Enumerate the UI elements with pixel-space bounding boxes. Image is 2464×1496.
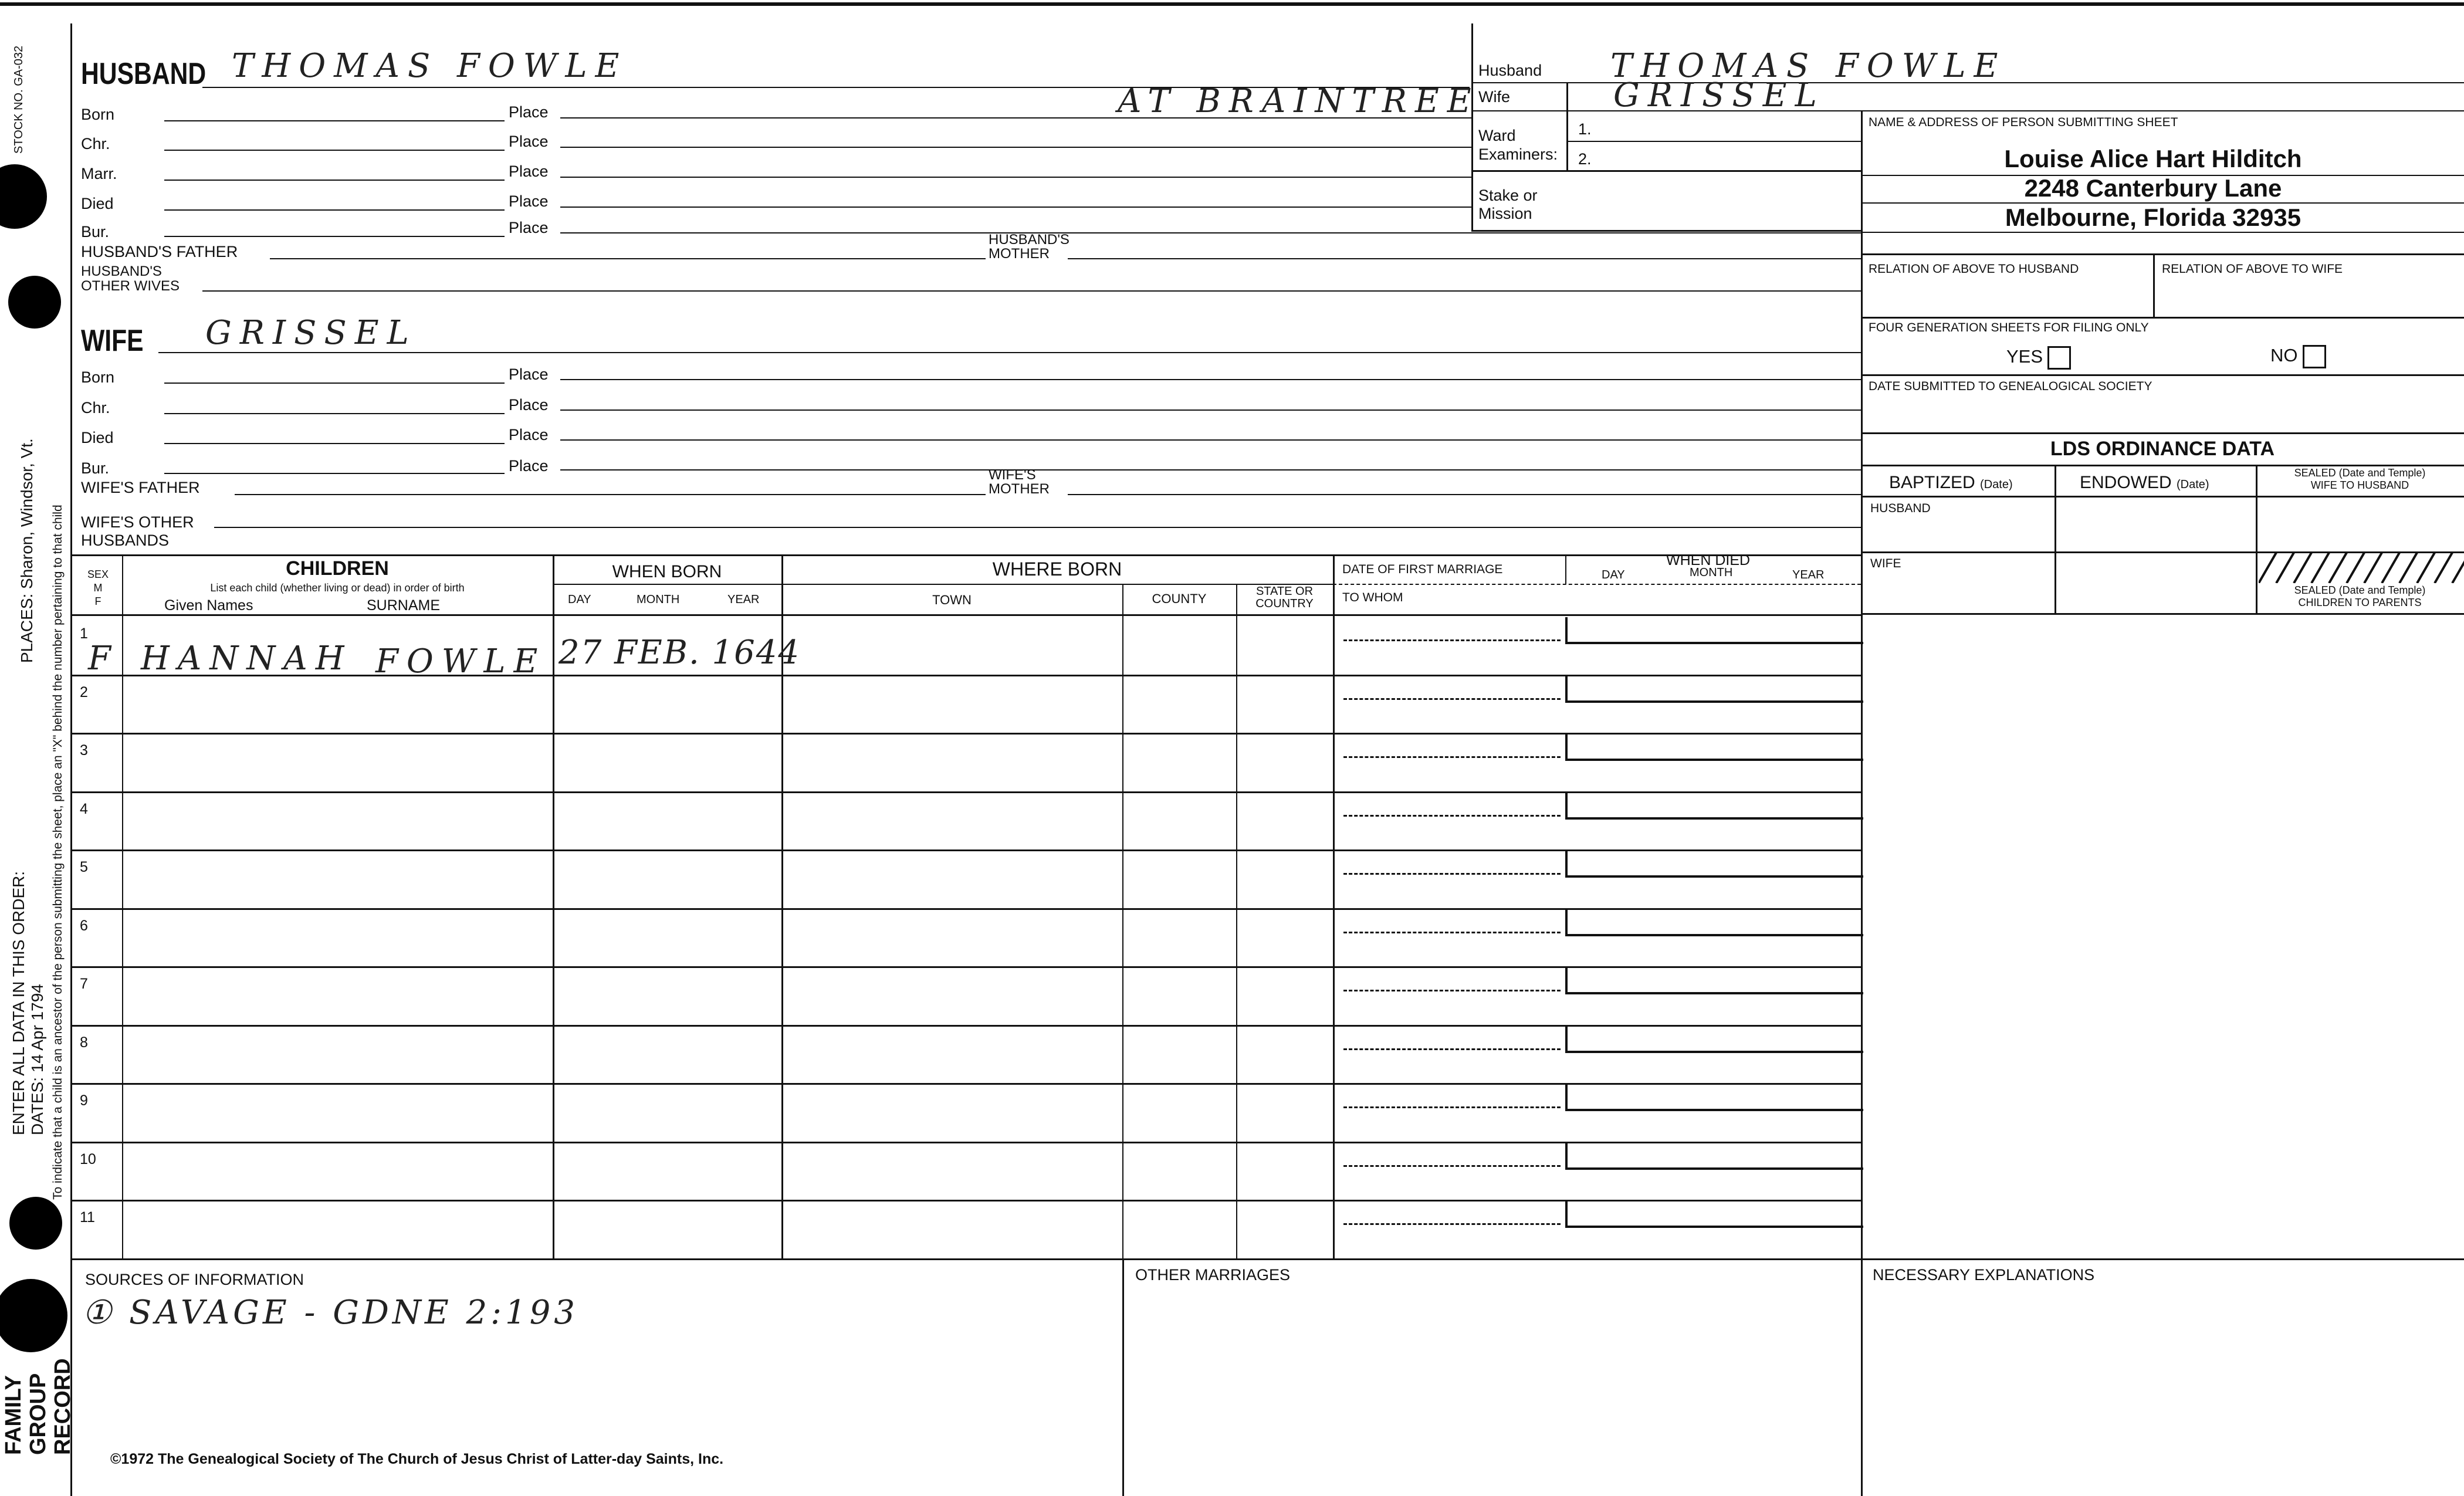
sex-label: SEX M F [87, 568, 109, 607]
child-died-bracket [1565, 1201, 1863, 1228]
child-died-bracket [1565, 793, 1863, 820]
yes-option [2006, 346, 2071, 370]
no-option [2270, 345, 2326, 368]
wife-chr-place-label: Place [509, 396, 549, 414]
lds-sealed-wife: SEALED (Date and Temple) WIFE TO HUSBAND [2294, 467, 2426, 491]
submitter-label: NAME & ADDRESS OF PERSON SUBMITTING SHEET [1869, 116, 2178, 129]
husband-born-line [164, 120, 505, 121]
child-row-number: 7 [80, 976, 88, 992]
family-group-record-title: FAMILY GROUP RECORD [1, 1358, 75, 1455]
four-gen-label: FOUR GENERATION SHEETS FOR FILING ONLY [1869, 321, 2149, 334]
wife-father-line [235, 494, 986, 495]
children-table-bottom [70, 1258, 2464, 1260]
child-marriage-dashed-line [1343, 698, 1561, 700]
summary-wife-name: GRISSEL [1613, 76, 1825, 114]
husband-chr-line [164, 150, 505, 151]
lds-husband-label: HUSBAND [1870, 502, 1931, 515]
punch-hole [8, 276, 61, 329]
husband-chr-place-label: Place [509, 133, 549, 150]
husband-died-place-line [560, 207, 1471, 208]
child-row-number: 4 [80, 800, 88, 817]
submitter-city: Melbourne, Florida 32935 [2005, 204, 2301, 231]
lds-col-divider-1 [2055, 465, 2056, 614]
child-marriage-dashed-line [1343, 756, 1561, 758]
where-born-label: WHERE BORN [992, 559, 1122, 580]
husband-bur-label: Bur. [81, 223, 110, 241]
child-row-number: 11 [80, 1209, 95, 1226]
form-left-border [70, 23, 72, 1496]
child-died-bracket [1565, 851, 1863, 878]
child-died-bracket [1565, 1143, 1863, 1170]
date-submitted-bottom [1861, 432, 2464, 434]
wife-died-line [164, 443, 505, 444]
wife-other-husbands-label: WIFE'S OTHER HUSBANDS [81, 513, 194, 549]
child-marriage-dashed-line [1343, 815, 1561, 817]
wife-heading: WIFE [81, 324, 144, 358]
child-marriage-dashed-line [1343, 1165, 1561, 1167]
first-marriage-label: DATE OF FIRST MARRIAGE [1342, 563, 1503, 576]
wife-died-place-line [560, 439, 1861, 441]
stock-number: STOCK NO. GA-032 [12, 45, 25, 154]
children-header-bottom [70, 614, 1861, 616]
lds-endowed: ENDOWED (Date) [2080, 473, 2209, 492]
child-marriage-dashed-line [1343, 932, 1561, 933]
wife-died-label: Died [81, 429, 114, 446]
husband-chr-label: Chr. [81, 135, 110, 153]
child-marriage-dashed-line [1343, 873, 1561, 875]
child-row-number: 10 [80, 1150, 96, 1167]
husband-bur-line [164, 236, 505, 237]
relation-divider [2153, 253, 2155, 318]
examiner-2: 2. [1578, 150, 1592, 168]
state-label: STATE OR COUNTRY [1255, 585, 1314, 610]
wife-mother-line [1068, 494, 1861, 495]
child-died-bracket [1565, 909, 1863, 936]
summary-wife-label: Wife [1478, 88, 1510, 106]
examiner-1: 1. [1578, 120, 1592, 138]
examiners-bottom [1471, 170, 1861, 172]
died-day-label: DAY [1602, 568, 1625, 581]
column-divider [1471, 23, 1473, 232]
wife-bur-place-line [560, 469, 1861, 471]
summary-husband-label: Husband [1478, 62, 1542, 79]
wife-died-place-label: Place [509, 426, 549, 444]
lds-wife-bottom [1861, 613, 2464, 615]
died-year-label: YEAR [1792, 568, 1825, 581]
examiners-label: Examiners: [1478, 145, 1558, 163]
town-label: TOWN [932, 593, 972, 607]
sources-label: SOURCES OF INFORMATION [85, 1271, 304, 1288]
husband-died-line [164, 209, 505, 211]
born-year-label: YEAR [727, 593, 760, 606]
husband-heading: HUSBAND [81, 57, 207, 91]
children-header-top [70, 554, 1861, 556]
submitter-line-3 [1861, 232, 2464, 233]
no-checkbox[interactable] [2303, 345, 2326, 368]
wife-bur-label: Bur. [81, 459, 110, 477]
copyright: ©1972 The Genealogical Society of The Church of Jesus Christ of Latter-day Saints, Inc. [110, 1451, 724, 1467]
lds-title-bottom [1861, 465, 2464, 466]
given-names-label: Given Names [164, 597, 253, 614]
husband-born-place: AT BRAINTREE [1118, 82, 1480, 120]
husband-born-place-line [560, 117, 1471, 119]
footer-divider-1 [1122, 1258, 1124, 1496]
husband-mother-label: HUSBAND'S MOTHER [989, 232, 1069, 262]
submitter-box-bottom [1861, 253, 2464, 255]
date-submitted-label: DATE SUBMITTED TO GENEALOGICAL SOCIETY [1869, 380, 2152, 393]
child-row-number: 3 [80, 742, 88, 759]
child-marriage-dashed-line [1343, 1106, 1561, 1108]
husband-marr-place-label: Place [509, 163, 549, 180]
child-marriage-dashed-line [1343, 1223, 1561, 1225]
husband-other-wives-label: HUSBAND'S OTHER WIVES [81, 263, 180, 294]
wife-bur-line [164, 473, 505, 474]
examiner-1-line [1566, 141, 1861, 142]
husband-died-place-label: Place [509, 192, 549, 210]
when-born-divider [553, 584, 1333, 585]
wife-name-line [158, 352, 1861, 353]
child-1-sex: F [88, 639, 111, 678]
died-month-label: MONTH [1690, 566, 1733, 579]
child-1-born: 27 FEB. 1644 [559, 634, 801, 672]
sources-value: ① SAVAGE - GDNE 2:193 [82, 1294, 578, 1332]
children-col-died [1565, 554, 1566, 584]
wife-bur-place-label: Place [509, 457, 549, 475]
punch-hole [0, 164, 47, 229]
child-marriage-dashed-line [1343, 639, 1561, 641]
lds-header-bottom [1861, 496, 2464, 497]
husband-bur-place-label: Place [509, 219, 549, 236]
summary-bottom [1471, 230, 1861, 232]
child-marriage-dashed-line [1343, 990, 1561, 991]
wife-mother-label: WIFE'S MOTHER [989, 467, 1050, 497]
wife-chr-label: Chr. [81, 399, 110, 417]
husband-born-place-label: Place [509, 103, 549, 121]
necessary-explanations-label: NECESSARY EXPLANATIONS [1873, 1266, 2095, 1284]
husband-name: THOMAS FOWLE [232, 47, 628, 85]
summary-husband-name: THOMAS FOWLE [1610, 47, 2006, 85]
top-border [0, 2, 2464, 6]
child-died-bracket [1565, 617, 1863, 644]
wife-other-husbands-line [214, 527, 1861, 528]
born-month-label: MONTH [637, 593, 680, 606]
summary-label-divider [1566, 82, 1568, 170]
born-day-label: DAY [568, 593, 591, 606]
husband-died-label: Died [81, 195, 114, 212]
to-whom-label: TO WHOM [1342, 591, 1403, 604]
submitter-street: 2248 Canterbury Lane [2024, 174, 2282, 202]
children-instructions: List each child (whether living or dead) in order of birth [210, 582, 465, 594]
husband-bur-place-line [560, 232, 1861, 233]
wife-chr-line [164, 413, 505, 414]
lds-title: LDS ORDINANCE DATA [2050, 438, 2275, 460]
husband-born-label: Born [81, 106, 115, 123]
children-heading: CHILDREN [286, 557, 389, 580]
submitter-name: Louise Alice Hart Hilditch [2004, 145, 2302, 172]
child-row-number: 9 [80, 1092, 88, 1109]
places-instruction: PLACES: Sharon, Windsor, Vt. [18, 438, 36, 663]
lds-sealed-children: SEALED (Date and Temple) CHILDREN TO PARENTS [2294, 584, 2426, 608]
ancestor-indicator-note: To indicate that a child is an ancestor of the person submitting the sheet, place an "X" behind the number pertaining to that child [51, 505, 65, 1200]
husband-marr-line [164, 180, 505, 181]
ward-label: Ward [1478, 127, 1516, 144]
child-row-number: 5 [80, 859, 88, 875]
child-died-bracket [1565, 1084, 1863, 1111]
stake-label: Stake or Mission [1478, 187, 1538, 222]
child-row-number: 6 [80, 917, 88, 934]
wife-born-line [164, 383, 505, 384]
child-1-given-name: HANNAH [141, 639, 353, 678]
surname-label: SURNAME [367, 597, 441, 614]
child-row-number: 2 [80, 683, 88, 700]
relation-wife-label: RELATION OF ABOVE TO WIFE [2162, 262, 2343, 276]
child-died-bracket [1565, 676, 1863, 703]
wife-chr-place-line [560, 409, 1861, 411]
wife-born-place-line [560, 379, 1861, 380]
wife-born-place-label: Place [509, 365, 549, 383]
lds-wife-label: WIFE [1870, 557, 1901, 570]
husband-marr-place-line [560, 177, 1471, 178]
child-1-surname: FOWLE [375, 642, 546, 681]
other-marriages-label: OTHER MARRIAGES [1135, 1266, 1291, 1284]
child-marriage-dashed-line [1343, 1048, 1561, 1050]
punch-hole [9, 1197, 62, 1250]
husband-chr-place-line [560, 147, 1471, 148]
child-died-bracket [1565, 734, 1863, 761]
children-col-sex [122, 554, 123, 1258]
county-label: COUNTY [1152, 591, 1207, 606]
husband-other-wives-line [202, 290, 1861, 292]
relation-husband-label: RELATION OF ABOVE TO HUSBAND [1869, 262, 2079, 276]
children-col-names [553, 554, 554, 1258]
lds-baptized: BAPTIZED (Date) [1889, 473, 2013, 492]
child-died-bracket [1565, 967, 1863, 994]
yes-checkbox[interactable] [2047, 346, 2071, 370]
wife-name: GRISSEL [205, 314, 417, 352]
four-gen-bottom [1861, 374, 2464, 376]
enter-data-instructions: ENTER ALL DATA IN THIS ORDER: DATES: 14 Apr 1794 [9, 871, 46, 1135]
died-dashed-divider [1333, 584, 1861, 585]
when-died-label: WHEN DIED [1666, 552, 1751, 568]
children-col-town [1122, 584, 1123, 1258]
husband-mother-line [1068, 258, 1861, 259]
husband-marr-label: Marr. [81, 165, 117, 182]
wife-born-label: Born [81, 368, 115, 386]
child-row-number: 8 [80, 1034, 88, 1051]
no-label: NO [2270, 345, 2298, 366]
lds-hatch [2259, 553, 2464, 583]
husband-father-label: HUSBAND'S FATHER [81, 243, 238, 260]
child-row-number: 1 [80, 625, 88, 642]
punch-hole [0, 1279, 67, 1352]
when-born-label: WHEN BORN [612, 562, 722, 581]
relation-box-bottom [1861, 317, 2464, 319]
children-col-state [1333, 554, 1335, 1258]
husband-father-line [270, 258, 986, 259]
children-col-county [1236, 584, 1237, 1258]
wife-father-label: WIFE'S FATHER [81, 479, 200, 496]
yes-label: YES [2006, 346, 2043, 367]
child-died-bracket [1565, 1026, 1863, 1053]
